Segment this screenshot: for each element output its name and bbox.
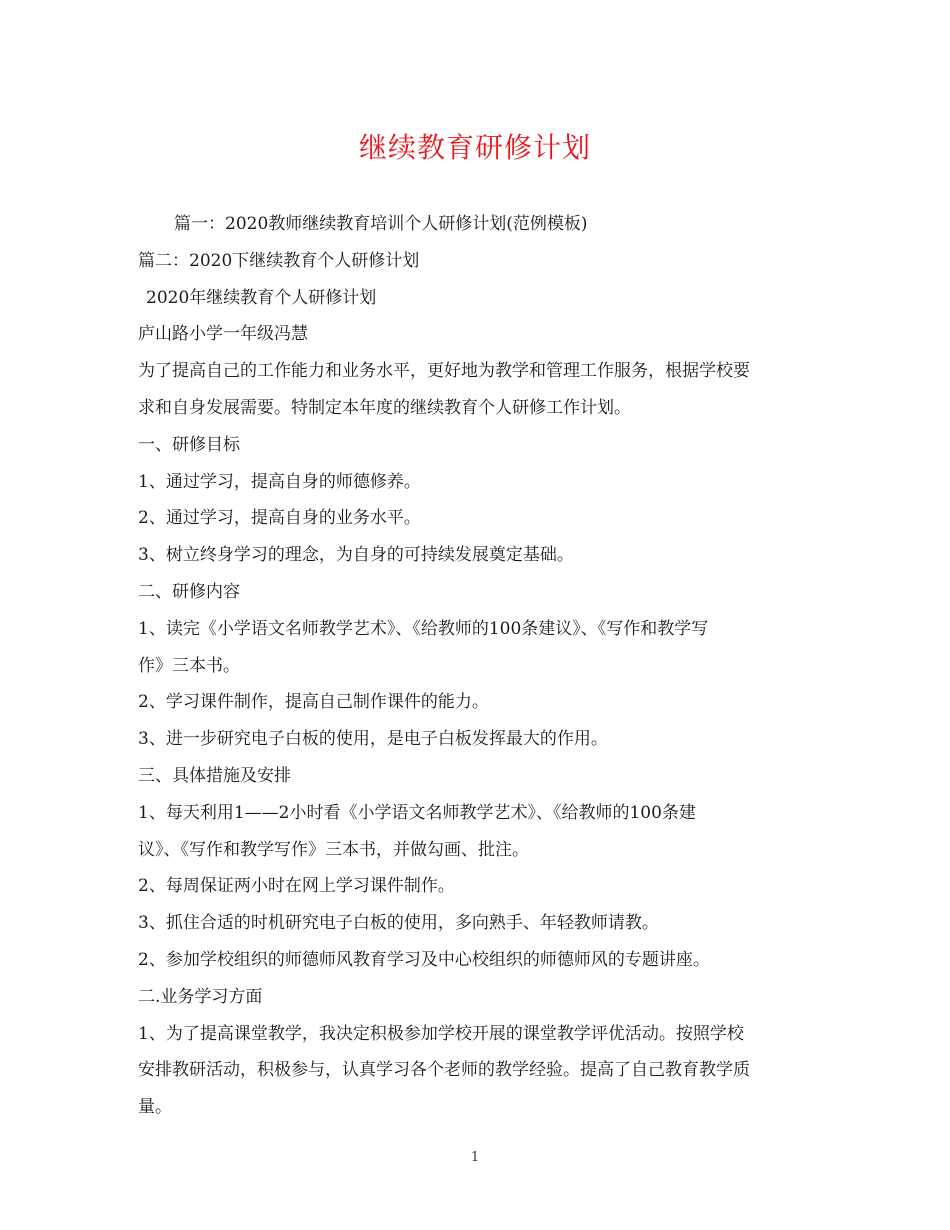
text-line: 作》三本书。 — [138, 655, 240, 676]
page-number: 1 — [470, 1150, 480, 1165]
section-heading: 三、具体措施及安排 — [138, 765, 291, 786]
section-heading: 一、研修目标 — [138, 434, 240, 455]
text-line: 1、通过学习，提高自身的师德修养。 — [138, 471, 421, 492]
text-line: 1、每天利用1——2小时看《小学语文名师教学艺术》、《给教师的100条建 — [138, 802, 696, 823]
text-line: 2020年继续教育个人研修计划 — [146, 287, 377, 308]
text-line: 2、每周保证两小时在网上学习课件制作。 — [138, 876, 455, 897]
text-line: 求和自身发展需要。特制定本年度的继续教育个人研修工作计划。 — [138, 397, 631, 418]
text-line: 2、学习课件制作，提高自己制作课件的能力。 — [138, 692, 489, 713]
text-line: 议》、《写作和教学写作》三本书，并做勾画、批注。 — [138, 839, 529, 860]
text-line: 3、树立终身学习的理念，为自身的可持续发展奠定基础。 — [138, 545, 574, 566]
text-line: 安排教研活动，积极参与，认真学习各个老师的教学经验。提高了自己教育教学质 — [138, 1060, 750, 1081]
text-line: 为了提高自己的工作能力和业务水平，更好地为教学和管理工作服务，根据学校要 — [138, 361, 750, 382]
document-title: 继续教育研修计划 — [358, 131, 591, 164]
text-line: 庐山路小学一年级冯慧 — [138, 324, 308, 345]
section-heading: 二、研修内容 — [138, 581, 240, 602]
section-heading: 二.业务学习方面 — [138, 986, 263, 1007]
text-line: 篇二：2020下继续教育个人研修计划 — [138, 250, 420, 271]
text-line: 量。 — [138, 1097, 172, 1118]
text-line: 1、读完《小学语文名师教学艺术》、《给教师的100条建议》、《写作和教学写 — [138, 618, 709, 639]
text-line: 2、参加学校组织的师德师风教育学习及中心校组织的师德师风的专题讲座。 — [138, 949, 710, 970]
text-line: 篇一：2020教师继续教育培训个人研修计划(范例模板) — [174, 214, 588, 234]
text-line: 2、通过学习，提高自身的业务水平。 — [138, 508, 421, 529]
document-body — [138, 206, 818, 1126]
text-line: 3、进一步研究电子白板的使用，是电子白板发挥最大的作用。 — [138, 729, 608, 750]
text-line: 1、为了提高课堂教学，我决定积极参加学校开展的课堂教学评优活动。按照学校 — [138, 1023, 744, 1044]
text-line: 3、抓住合适的时机研究电子白板的使用，多向熟手、年轻教师请教。 — [138, 913, 659, 934]
